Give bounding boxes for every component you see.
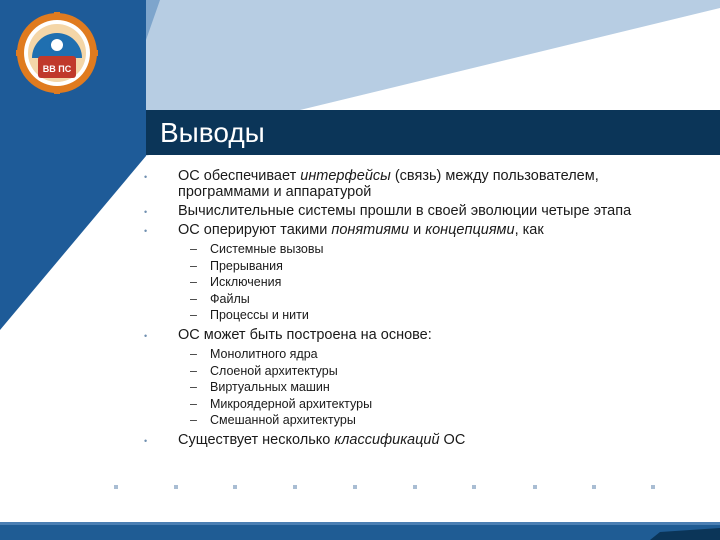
bottom-bar-highlight: [0, 522, 720, 525]
emphasis-text: классификаций: [334, 431, 440, 448]
sub-item: – Микроядерной архитектуры: [190, 396, 373, 411]
sub-marker: –: [190, 242, 197, 256]
sub-marker: –: [190, 291, 197, 306]
sub-marker: –: [190, 396, 197, 411]
sub-item: – Прерывания: [190, 258, 283, 273]
sub-list: [140, 346, 700, 429]
sub-marker: –: [190, 308, 197, 323]
sub-item: – Системные вызовы: [190, 242, 324, 256]
bullet-marker: •: [144, 226, 148, 236]
logo-text: ВВ ПС: [42, 64, 72, 74]
sub-marker: –: [190, 413, 197, 428]
sub-item: – Монолитного ядра: [190, 346, 318, 361]
sub-item: – Смешанной архитектуры: [190, 413, 356, 428]
sub-item: – Процессы и нити: [190, 308, 309, 323]
slide-content: [140, 168, 700, 448]
sub-marker: –: [190, 363, 197, 378]
emphasis-text: концепциями: [425, 222, 515, 238]
bullet-marker: •: [144, 330, 148, 341]
sub-item: – Исключения: [190, 275, 282, 290]
bullet-marker: •: [144, 435, 148, 446]
bullet-item: • ОС обеспечивает интерфейсы (связь) между пользователем, программами и аппаратурой: [144, 168, 599, 200]
bullet-item: • Вычислительные системы прошли в своей эволюции четыре этапа: [144, 203, 632, 219]
sub-marker: –: [190, 258, 197, 273]
bullet-marker: •: [144, 172, 148, 182]
slide-title: Выводы: [160, 117, 265, 148]
emphasis-text: интерфейсы: [300, 168, 391, 184]
bullet-item: • ОС может быть построена на основе:: [144, 326, 432, 343]
bottom-bar: [0, 524, 720, 540]
bullet-item: • Существует несколько классификаций ОС: [144, 431, 466, 448]
institution-logo: [16, 12, 98, 94]
sub-list: [140, 241, 700, 324]
dot-row: [114, 485, 655, 489]
sub-item: – Слоеной архитектуры: [190, 363, 338, 378]
sub-item: – Файлы: [190, 291, 250, 306]
title-bar: [146, 110, 720, 155]
sub-item: – Виртуальных машин: [190, 380, 330, 395]
bullet-marker: •: [144, 207, 148, 217]
sub-marker: –: [190, 346, 197, 361]
sub-marker: –: [190, 380, 197, 395]
emphasis-text: понятиями: [331, 222, 410, 238]
sub-marker: –: [190, 275, 197, 290]
bullet-item: • ОС оперируют такими понятиями и концепциями, как: [144, 222, 544, 238]
